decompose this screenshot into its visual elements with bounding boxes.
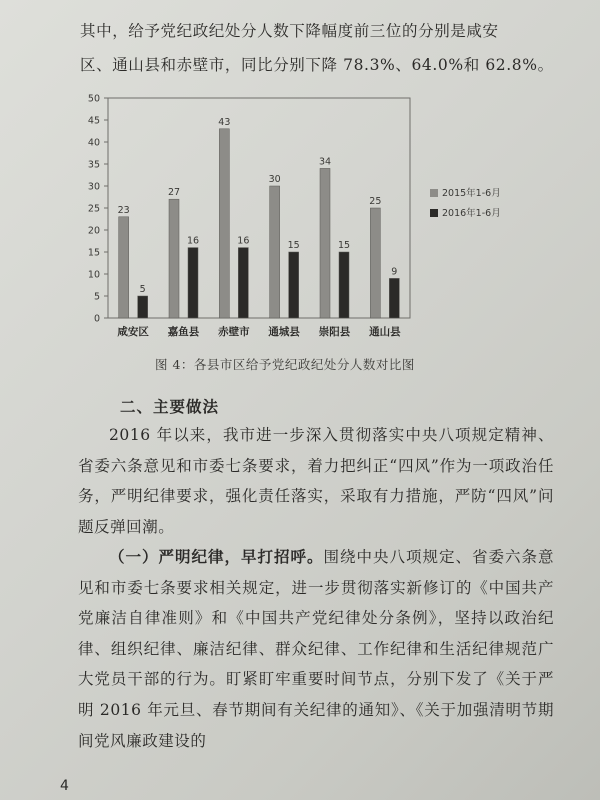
bar-2015 <box>169 199 179 318</box>
legend-label: 2016年1-6月 <box>442 208 501 219</box>
page-number: 4 <box>60 778 69 794</box>
y-tick-label: 10 <box>87 269 100 281</box>
bar-2016 <box>138 296 148 318</box>
data-label: 43 <box>218 116 231 128</box>
intro-line-2: 区、通山县和赤壁市，同比分别下降 78.3%、64.0%和 62.8%。 <box>80 56 554 74</box>
y-tick-label: 30 <box>87 181 100 193</box>
bar-2016 <box>389 278 399 318</box>
paragraph-2-body: 围绕中央八项规定、省委六条意见和市委七条要求相关规定，进一步贯彻落实新修订的《中国共产党廉洁自律准则》和《中国共产党纪律处分条例》，坚持以政治纪律、组织纪律、廉洁纪律、群众纪律、工作纪律和生活纪律规范广大党员干部的行为。盯紧盯牢重要时间节点，分别下发了《关于严明 2016 年元旦、春节期间有关纪律的通知》、《关于加强清明节期间党风廉政建设的 <box>78 548 555 750</box>
bar-2015 <box>320 168 330 318</box>
paragraph-2-text <box>78 542 554 756</box>
bar-2015 <box>370 208 380 318</box>
bar-2016 <box>188 248 198 318</box>
paragraph-1-text: 2016 年以来，我市进一步深入贯彻落实中央八项规定精神、省委六条意见和市委七条要求，着力把纠正“四风”作为一项政治任务，严明纪律要求，强化责任落实，采取有力措施，严防“四风”问题反弹回潮。 <box>78 426 554 536</box>
paragraph-1 <box>78 420 554 542</box>
y-tick-label: 25 <box>87 203 100 215</box>
bar-chart <box>82 90 522 352</box>
bar-2016 <box>238 248 248 318</box>
y-tick-label: 50 <box>87 93 100 105</box>
data-label: 16 <box>186 235 200 247</box>
data-label: 16 <box>237 235 250 247</box>
data-label: 15 <box>337 240 351 251</box>
bar-2015 <box>270 186 280 318</box>
x-tick-label: 崇阳县 <box>318 326 351 338</box>
data-label: 27 <box>167 187 181 199</box>
intro-paragraph <box>80 14 560 82</box>
x-tick-label: 嘉鱼县 <box>167 326 200 338</box>
bar-2016 <box>339 252 349 318</box>
x-tick-label: 咸安区 <box>117 326 149 338</box>
y-tick-label: 35 <box>87 159 100 171</box>
paragraph-2-lead: （一）严明纪律，早打招呼。 <box>109 547 324 566</box>
bar-2015 <box>219 129 229 318</box>
figure-caption: 图 4：各县市区给予党纪政纪处分人数对比图 <box>155 357 415 372</box>
data-label: 30 <box>268 174 281 185</box>
section-heading: 二、主要做法 <box>120 397 220 416</box>
bar-2015 <box>119 217 129 318</box>
bar-2016 <box>289 252 299 318</box>
y-tick-label: 20 <box>87 225 100 237</box>
data-label: 23 <box>117 204 130 216</box>
y-tick-label: 15 <box>87 247 100 259</box>
legend-swatch <box>430 189 438 197</box>
data-label: 15 <box>287 240 300 251</box>
plot-frame <box>108 98 410 318</box>
x-tick-label: 通城县 <box>268 326 300 338</box>
data-label: 5 <box>139 284 146 295</box>
paragraph-2 <box>78 542 554 756</box>
data-label: 9 <box>391 266 398 278</box>
x-tick-label: 赤壁市 <box>218 326 250 338</box>
data-label: 25 <box>369 196 382 207</box>
legend-label: 2015年1-6月 <box>442 188 501 199</box>
intro-line-1: 其中，给予党纪政纪处分人数下降幅度前三位的分别是咸安 <box>80 22 499 40</box>
y-tick-label: 40 <box>87 137 100 149</box>
x-tick-label: 通山县 <box>369 326 401 338</box>
y-tick-label: 45 <box>87 115 100 127</box>
legend-swatch <box>430 209 438 217</box>
y-tick-label: 5 <box>93 291 100 303</box>
data-label: 34 <box>318 156 332 168</box>
y-tick-label: 0 <box>93 313 100 325</box>
